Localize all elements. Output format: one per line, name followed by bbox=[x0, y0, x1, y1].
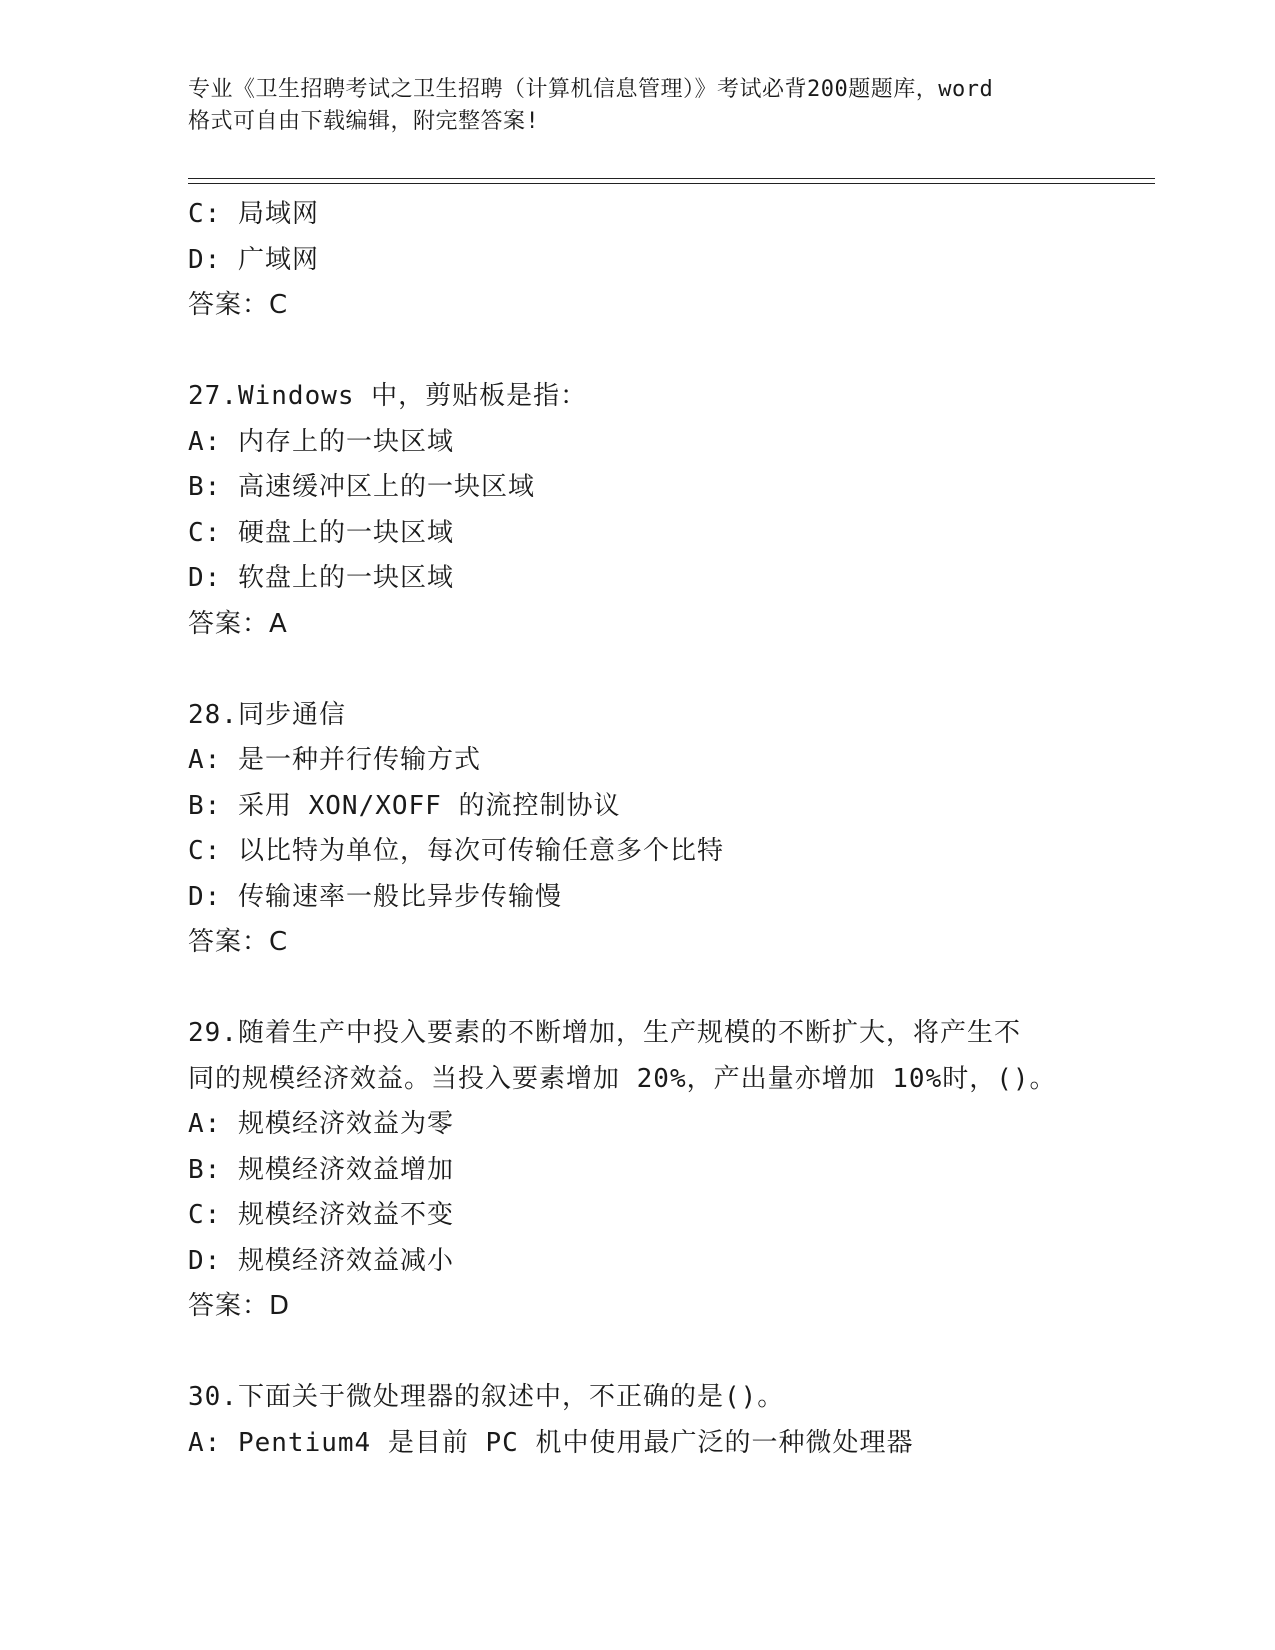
option-c: C: 局域网 bbox=[188, 199, 319, 229]
option-d: D: 规模经济效益减小 bbox=[188, 1245, 454, 1276]
question-stem: 30.下面关于微处理器的叙述中，不正确的是()。 bbox=[188, 1382, 785, 1412]
header-rule-top bbox=[188, 178, 1155, 179]
answer-line: 答案：A bbox=[188, 608, 288, 639]
option-d: D: 广域网 bbox=[188, 244, 319, 275]
header-rule-bottom bbox=[188, 183, 1155, 184]
question-stem-line-2: 同的规模经济效益。当投入要素增加 20%，产出量亦增加 10%时，()。 bbox=[188, 1063, 1057, 1094]
option-c: C: 硬盘上的一块区域 bbox=[188, 517, 454, 548]
option-b: B: 规模经济效益增加 bbox=[188, 1154, 454, 1185]
answer-line: 答案：C bbox=[188, 927, 289, 957]
option-d: D: 软盘上的一块区域 bbox=[188, 563, 454, 593]
answer-line: 答案：C bbox=[188, 290, 289, 320]
question-stem-line-1: 29.随着生产中投入要素的不断增加，生产规模的不断扩大，将产生不 bbox=[188, 1018, 1021, 1048]
option-c: C: 规模经济效益不变 bbox=[188, 1200, 454, 1230]
option-b: B: 高速缓冲区上的一块区域 bbox=[188, 472, 535, 502]
question-block-30 bbox=[188, 1375, 1148, 1466]
question-stem: 28.同步通信 bbox=[188, 699, 346, 730]
option-a: A: 是一种并行传输方式 bbox=[188, 745, 481, 775]
answer-line: 答案：D bbox=[188, 1291, 291, 1321]
header-line-2: 格式可自由下载编辑，附完整答案! bbox=[188, 109, 540, 134]
option-b: B: 采用 XON/XOFF 的流控制协议 bbox=[188, 790, 621, 821]
question-block-previous bbox=[188, 192, 1148, 329]
option-a: A: 内存上的一块区域 bbox=[188, 426, 454, 457]
header-line-1: 专业《卫生招聘考试之卫生招聘（计算机信息管理）》考试必背200题题库，word bbox=[188, 77, 994, 102]
question-content bbox=[188, 192, 1148, 1466]
spacer bbox=[188, 1330, 1148, 1376]
option-c: C: 以比特为单位，每次可传输任意多个比特 bbox=[188, 836, 724, 866]
question-block-27 bbox=[188, 374, 1148, 647]
spacer bbox=[188, 647, 1148, 693]
option-d: D: 传输速率一般比异步传输慢 bbox=[188, 881, 562, 912]
option-a: A: 规模经济效益为零 bbox=[188, 1109, 454, 1139]
question-block-29 bbox=[188, 1011, 1148, 1330]
spacer bbox=[188, 966, 1148, 1012]
spacer bbox=[188, 329, 1148, 375]
option-a: A: Pentium4 是目前 PC 机中使用最广泛的一种微处理器 bbox=[188, 1427, 914, 1458]
question-stem: 27.Windows 中，剪贴板是指： bbox=[188, 381, 588, 411]
page-header bbox=[188, 74, 1088, 138]
question-block-28 bbox=[188, 693, 1148, 966]
